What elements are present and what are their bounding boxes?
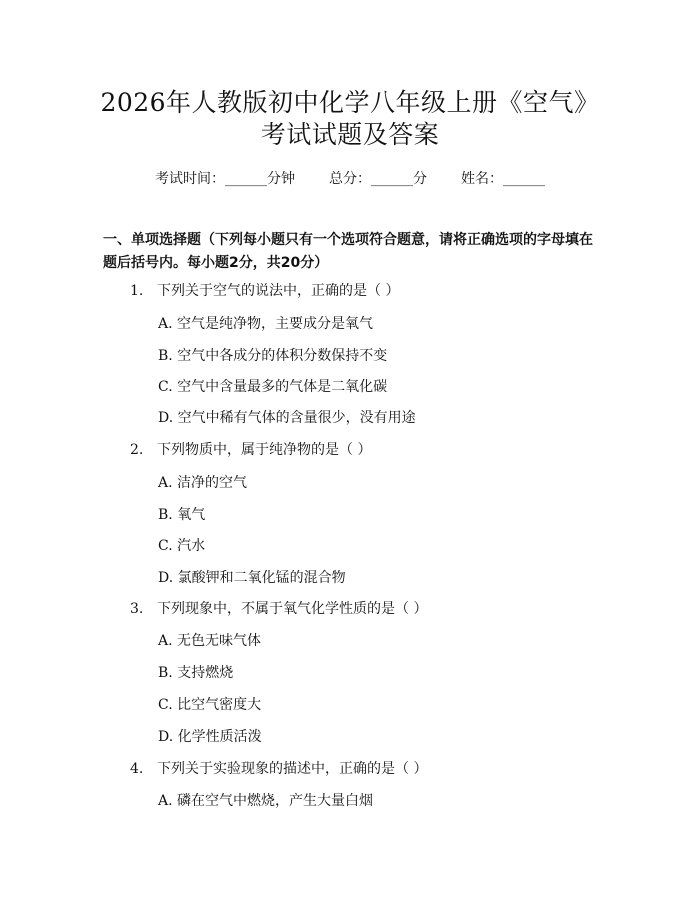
page-title-line-2: 考试试题及答案 <box>260 120 440 149</box>
page-title-line-1: 2026年人教版初中化学八年级上册《空气》 <box>100 88 600 117</box>
option-item: A. 洁净的空气 <box>158 475 248 491</box>
section-heading-single-choice: 一、单项选择题（下列每小题只有一个选项符合题意，请将正确选项的字母填在题后括号内。每小题2分，共20分） <box>103 232 593 271</box>
option-item: C. 比空气密度大 <box>158 697 262 713</box>
option-item: A. 无色无味气体 <box>158 633 262 649</box>
name-field: 姓名：______ <box>461 171 545 187</box>
question-number: 3. <box>130 601 144 617</box>
question-number: 2. <box>130 442 144 458</box>
option-item: A. 空气是纯净物，主要成分是氧气 <box>158 316 374 332</box>
question-text: 下列现象中，不属于氧气化学性质的是（ ） <box>157 601 428 617</box>
exam-time-field: 考试时间：______分钟 <box>155 171 295 187</box>
question-number: 4. <box>130 761 144 777</box>
question-text: 下列关于空气的说法中，正确的是（ ） <box>157 283 400 299</box>
option-item: D. 化学性质活泼 <box>158 729 262 745</box>
question-text: 下列关于实验现象的描述中，正确的是（ ） <box>157 761 428 777</box>
option-item: B. 空气中各成分的体积分数保持不变 <box>158 348 388 364</box>
option-item: B. 支持燃烧 <box>158 665 234 681</box>
option-item: A. 磷在空气中燃烧，产生大量白烟 <box>158 793 374 809</box>
option-item: C. 汽水 <box>158 538 206 554</box>
total-score-field: 总分：______分 <box>329 171 427 187</box>
option-item: D. 氯酸钾和二氧化锰的混合物 <box>158 570 346 586</box>
option-item: B. 氧气 <box>158 507 206 523</box>
question-number: 1. <box>130 283 144 299</box>
option-item: C. 空气中含量最多的气体是二氧化碳 <box>158 379 388 395</box>
option-item: D. 空气中稀有气体的含量很少，没有用途 <box>158 410 416 426</box>
exam-meta <box>0 170 700 188</box>
question-text: 下列物质中，属于纯净物的是（ ） <box>157 442 372 458</box>
